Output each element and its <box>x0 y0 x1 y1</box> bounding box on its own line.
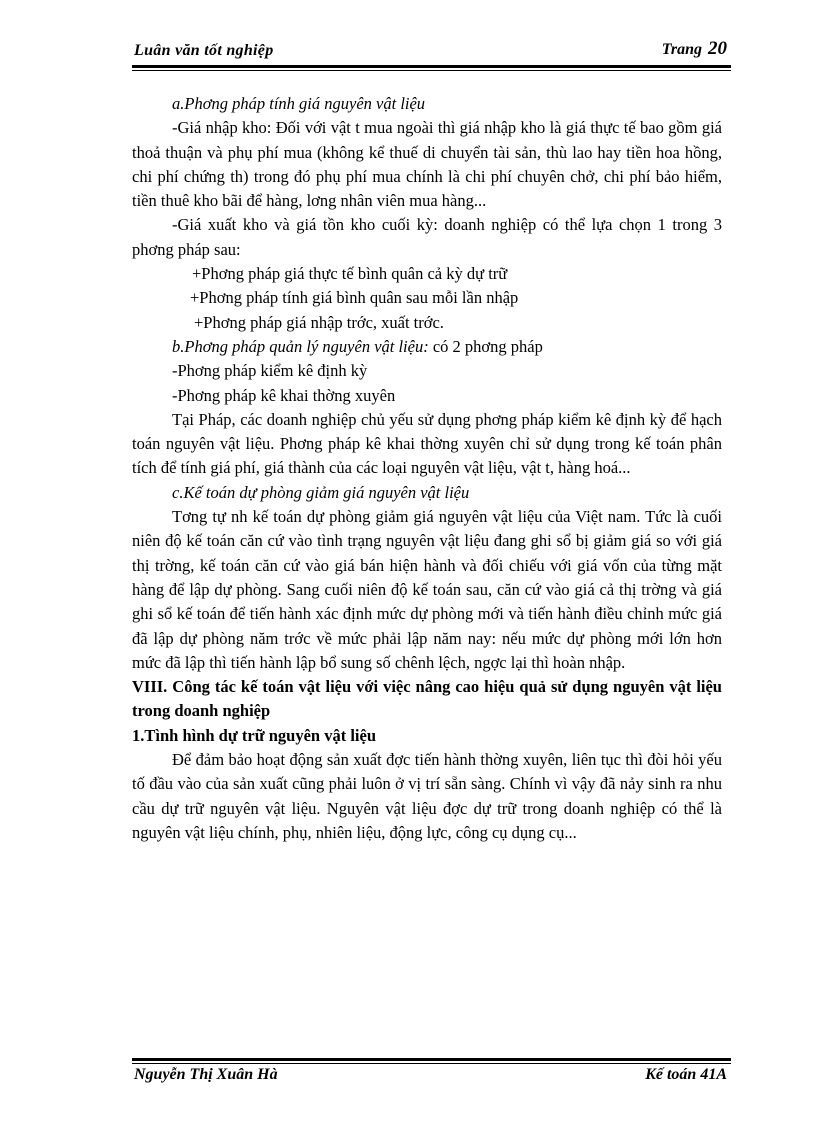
section-b-heading-rest: có 2 phơng pháp <box>428 336 543 356</box>
section-b-heading-italic: b.Phơng pháp quản lý nguyên vật liệu: <box>172 336 429 356</box>
page-body <box>132 92 722 845</box>
section-a-heading: a.Phơng pháp tính giá nguyên vật liệu <box>172 94 426 113</box>
header-title: Luân văn tốt nghiệp <box>134 42 274 59</box>
section-b-list-2: -Phơng pháp kê khai thờng xuyên <box>172 385 396 405</box>
section-c-heading: c.Kế toán dự phòng giảm giá nguyên vật liệu <box>172 482 470 502</box>
section-c-paragraph-1: Tơng tự nh kế toán dự phòng giảm giá nguyên vật liệu của Việt nam. Tức là cuối niên độ kế toán căn cứ vào tình trạng nguyên vật liệu đang ghi sổ bị giảm giá so với giá thị trờng, kế toán căn cứ vào giá bán hiện hành và đối chiếu với giá vốn của từng mặt hàng để lập dự phòng. Sang cuối niên độ kế toán sau, căn cứ vào giá cả thị trờng và giá ghi sổ kế toán để tiến hành xác định mức dự phòng mới và tiến hành điều chỉnh mức giá đã lập dự phòng năm trớc về mức phải lập năm nay: nếu mức dự phòng mới lớn hơn mức đã lập thì tiến hành lập bổ sung số chênh lệch, ngợc lại thì hoàn nhập. <box>132 507 722 672</box>
section-viii-heading: VIII. Công tác kế toán vật liệu với việc nâng cao hiệu quả sử dụng nguyên vật liệu trong doanh nghiệp <box>132 677 722 721</box>
header-rule-thin <box>132 70 731 71</box>
method-item-2: +Phơng pháp tính giá bình quân sau mỗi lần nhập <box>190 288 519 308</box>
page-header <box>132 36 731 64</box>
page-number: 20 <box>708 38 727 59</box>
footer-author: Nguyễn Thị Xuân Hà <box>134 1066 278 1083</box>
method-item-1: +Phơng pháp giá thực tế bình quân cả kỳ dự trữ <box>192 264 508 284</box>
header-page <box>662 38 727 60</box>
section-b-list-1: -Phơng pháp kiểm kê định kỳ <box>172 361 368 381</box>
page-footer <box>132 1066 731 1090</box>
section-viii-paragraph-1: Để đảm bảo hoạt động sản xuất đợc tiến hành thờng xuyên, liên tục thì đòi hỏi yếu tố đầu vào của sản xuất cũng phải luôn ở vị trí sẵn sàng. Chính vì vậy đã nảy sinh ra nhu cầu dự trữ nguyên vật liệu. Nguyên vật liệu đợc dự trữ trong doanh nghiệp có thể là nguyên vật liệu chính, phụ, nhiên liệu, động lực, công cụ dụng cụ... <box>132 750 722 842</box>
section-a-paragraph-1: -Giá nhập kho: Đối với vật t mua ngoài thì giá nhập kho là giá thực tế bao gồm giá thoả thuận và phụ phí mua (không kể thuế di chuyển tài sản, thù lao hay tiền hoa hồng, chi phí chứng th) trong đó phụ phí mua chính là chi phí chuyên chở, chi phí bảo hiểm, tiền thuê kho bãi để hàng, lơng nhân viên mua hàng... <box>132 118 722 211</box>
footer-rule-thin <box>132 1063 731 1064</box>
footer-class: Kế toán 41A <box>645 1066 727 1083</box>
section-a-paragraph-2: -Giá xuất kho và giá tồn kho cuối kỳ: doanh nghiệp có thể lựa chọn 1 trong 3 phơng pháp sau: <box>132 215 722 259</box>
method-item-3: +Phơng pháp giá nhập trớc, xuất trớc. <box>194 312 444 332</box>
footer-rule-thick <box>132 1058 731 1061</box>
section-b-paragraph-1: Tại Pháp, các doanh nghiệp chủ yếu sử dụng phơng pháp kiểm kê định kỳ để hạch toán nguyên vật liệu. Phơng pháp kê khai thờng xuyên chỉ sử dụng trong kế toán phân tích để tính giá phí, giá thành của các loại nguyên vật liệu, vật t, hàng hoá... <box>132 409 722 478</box>
section-viii-subheading: 1.Tình hình dự trữ nguyên vật liệu <box>132 725 376 745</box>
header-rule-thick <box>132 65 731 68</box>
header-page-label: Trang <box>661 41 702 58</box>
section-b-heading <box>132 335 722 359</box>
